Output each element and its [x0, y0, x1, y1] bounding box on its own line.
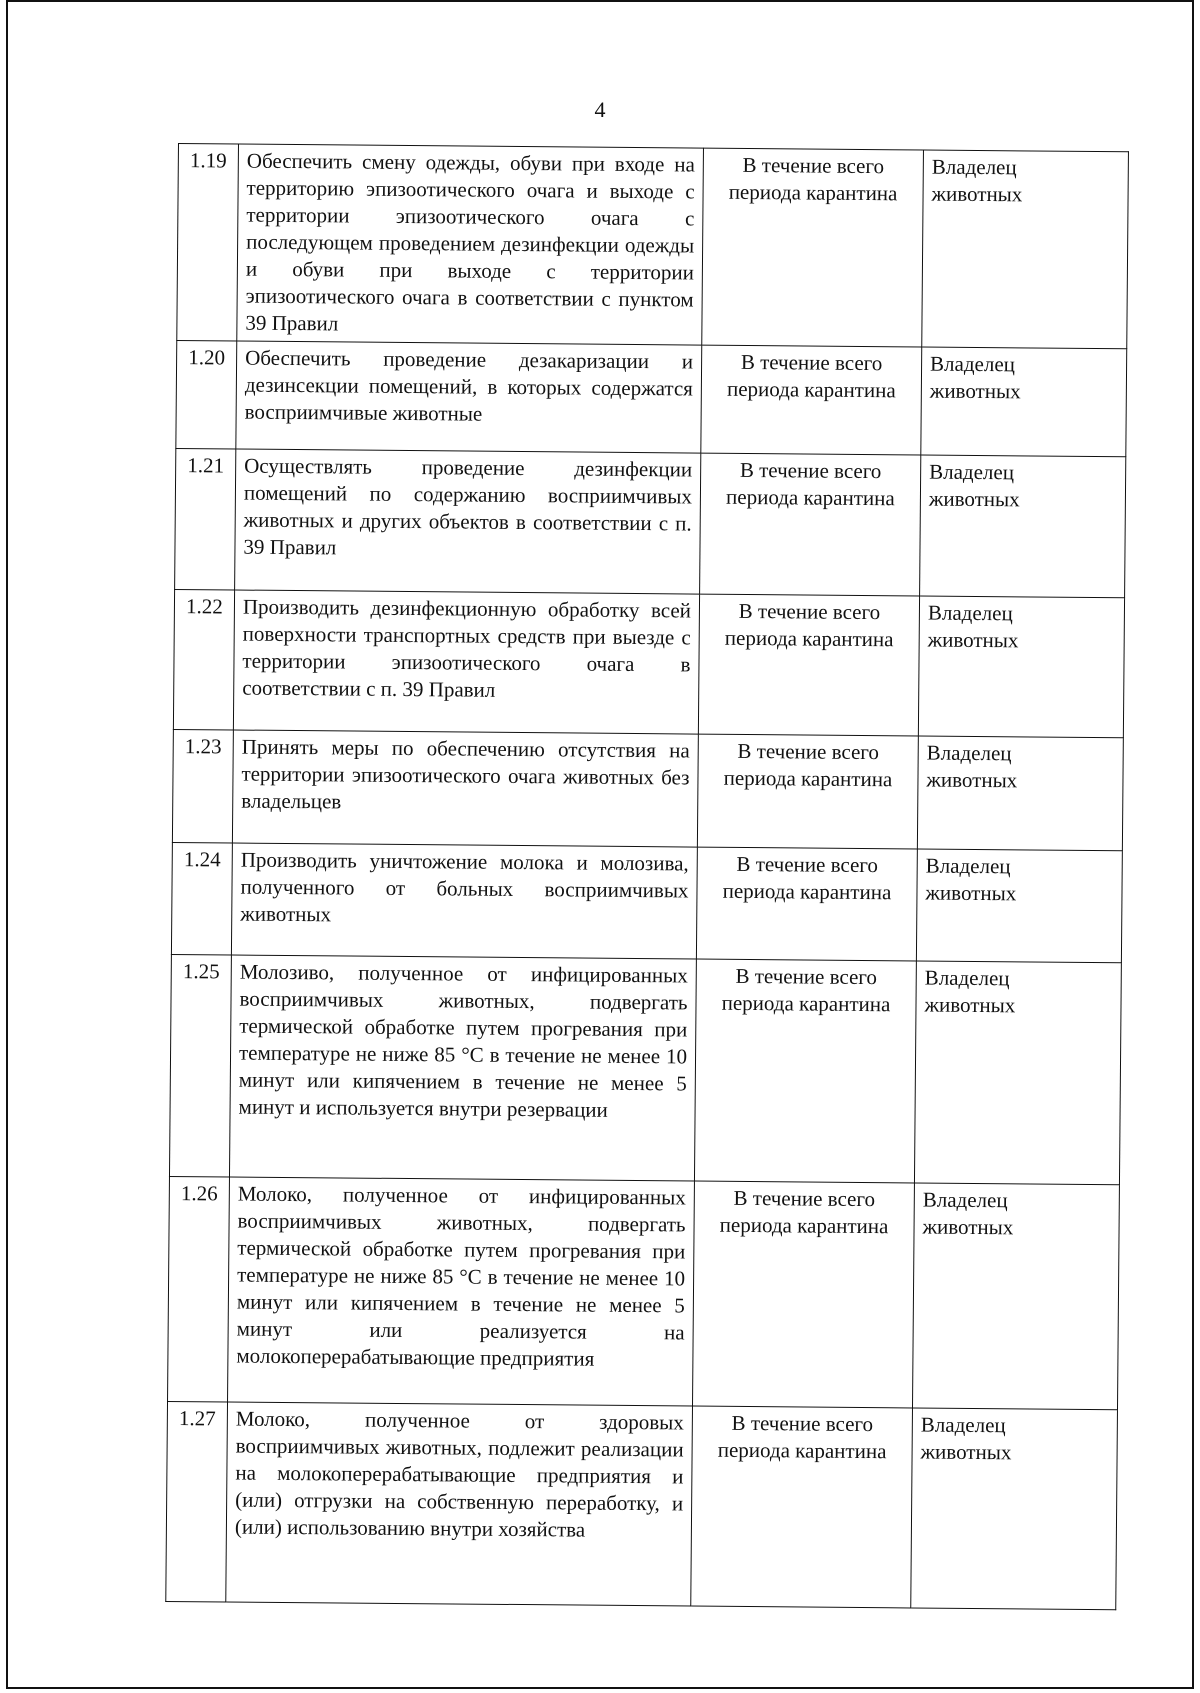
responsible-label: Владелец животных — [927, 600, 1019, 653]
table-row — [169, 954, 1121, 1184]
measure-text: Обеспечить проведение дезакаризации и дезинсекции помещений, в которых содержатся восприимчивые животные — [236, 341, 702, 453]
table-row — [172, 729, 1123, 850]
measure-responsible — [912, 1183, 1119, 1410]
measure-text: Производить уничтожение молока и молозива, полученного от больных восприимчивых животных — [231, 843, 697, 959]
measure-term: В течение всего периода карантина — [697, 734, 918, 849]
row-number: 1.20 — [176, 340, 237, 449]
measure-term: В течение всего периода карантина — [691, 1406, 913, 1608]
row-number: 1.26 — [168, 1176, 230, 1402]
row-number: 1.21 — [175, 448, 236, 590]
measure-term: В течение всего периода карантина — [698, 594, 919, 736]
measure-term: В течение всего периода карантина — [702, 148, 924, 347]
row-number: 1.27 — [166, 1401, 228, 1602]
responsible-label: Владелец животных — [929, 351, 1021, 404]
measure-term: В течение всего периода карантина — [694, 959, 916, 1183]
row-number: 1.23 — [172, 729, 233, 843]
measure-term: В течение всего периода карантина — [700, 453, 921, 596]
responsible-label: Владелец животных — [926, 740, 1018, 793]
measure-responsible — [922, 150, 1129, 349]
measure-text: Принять меры по обеспечению отсутствия на территории эпизоотического очага животных без владельцев — [232, 730, 698, 847]
measure-responsible — [921, 347, 1127, 457]
responsible-label: Владелец животных — [920, 1412, 1012, 1465]
measure-text: Производить дезинфекционную обработку всей поверхности транспортных средств при выезде с территории эпизоотического очага в соответствии с п. 39 Правил — [233, 590, 699, 734]
table-row — [171, 842, 1122, 962]
responsible-label: Владелец животных — [924, 965, 1016, 1018]
row-number: 1.19 — [177, 144, 239, 342]
row-number: 1.25 — [169, 954, 231, 1177]
table-row — [175, 448, 1126, 597]
measure-text: Осуществлять проведение дезинфекции помещений по содержанию восприимчивых животных и других объектов в соответствии с п. 39 Правил — [235, 449, 701, 594]
page-number: 4 — [594, 97, 606, 122]
responsible-label: Владелец животных — [931, 154, 1023, 207]
measures-table — [165, 143, 1129, 1610]
measure-responsible — [920, 455, 1126, 598]
responsible-label: Владелец животных — [922, 1187, 1014, 1240]
measure-term: В течение всего периода карантина — [692, 1181, 914, 1408]
row-number: 1.24 — [171, 842, 232, 955]
measure-responsible — [914, 961, 1121, 1185]
row-number: 1.22 — [173, 589, 234, 730]
measure-responsible — [916, 849, 1122, 963]
measure-term: В течение всего периода карантина — [701, 345, 922, 455]
table-row — [176, 340, 1127, 456]
measure-responsible — [917, 736, 1123, 851]
responsible-label: Владелец животных — [928, 459, 1020, 512]
measure-term: В течение всего периода карантина — [696, 847, 917, 961]
measure-responsible — [911, 1408, 1118, 1610]
table-row — [166, 1401, 1118, 1609]
measure-text: Молоко, полученное от здоровых восприимчивых животных, подлежит реализации на молокоперерабатывающие предприятия и (или) отгрузки на собственную переработку, и (или) использованию внутри хозяйства — [226, 1402, 693, 1606]
measure-text: Молоко, полученное от инфицированных восприимчивых животных, подвергать термической обработке путем прогревания при температуре не ниже 85 °С в течение не менее 10 минут или кипячением в течение не менее 5 минут или реализуется на молокоперерабатывающие предприятия — [228, 1177, 695, 1406]
table-row — [173, 589, 1124, 737]
responsible-label: Владелец животных — [925, 853, 1017, 906]
table-row — [177, 144, 1129, 349]
measure-text: Молозиво, полученное от инфицированных восприимчивых животных, подвергать термической обработке путем прогревания при температуре не ниже 85 °С в течение не менее 10 минут или кипячением в течение не менее 5 минут и используется внутри резервации — [229, 955, 696, 1181]
measure-text: Обеспечить смену одежды, обуви при входе на территорию эпизоотического очага и выходе с территории эпизоотического очага с последующем проведением дезинфекции одежды и обуви при выходе с территории эпизоотического очага в соответствии с пунктом 39 Правил — [237, 144, 704, 345]
measure-responsible — [918, 596, 1124, 738]
table-row — [168, 1176, 1120, 1409]
